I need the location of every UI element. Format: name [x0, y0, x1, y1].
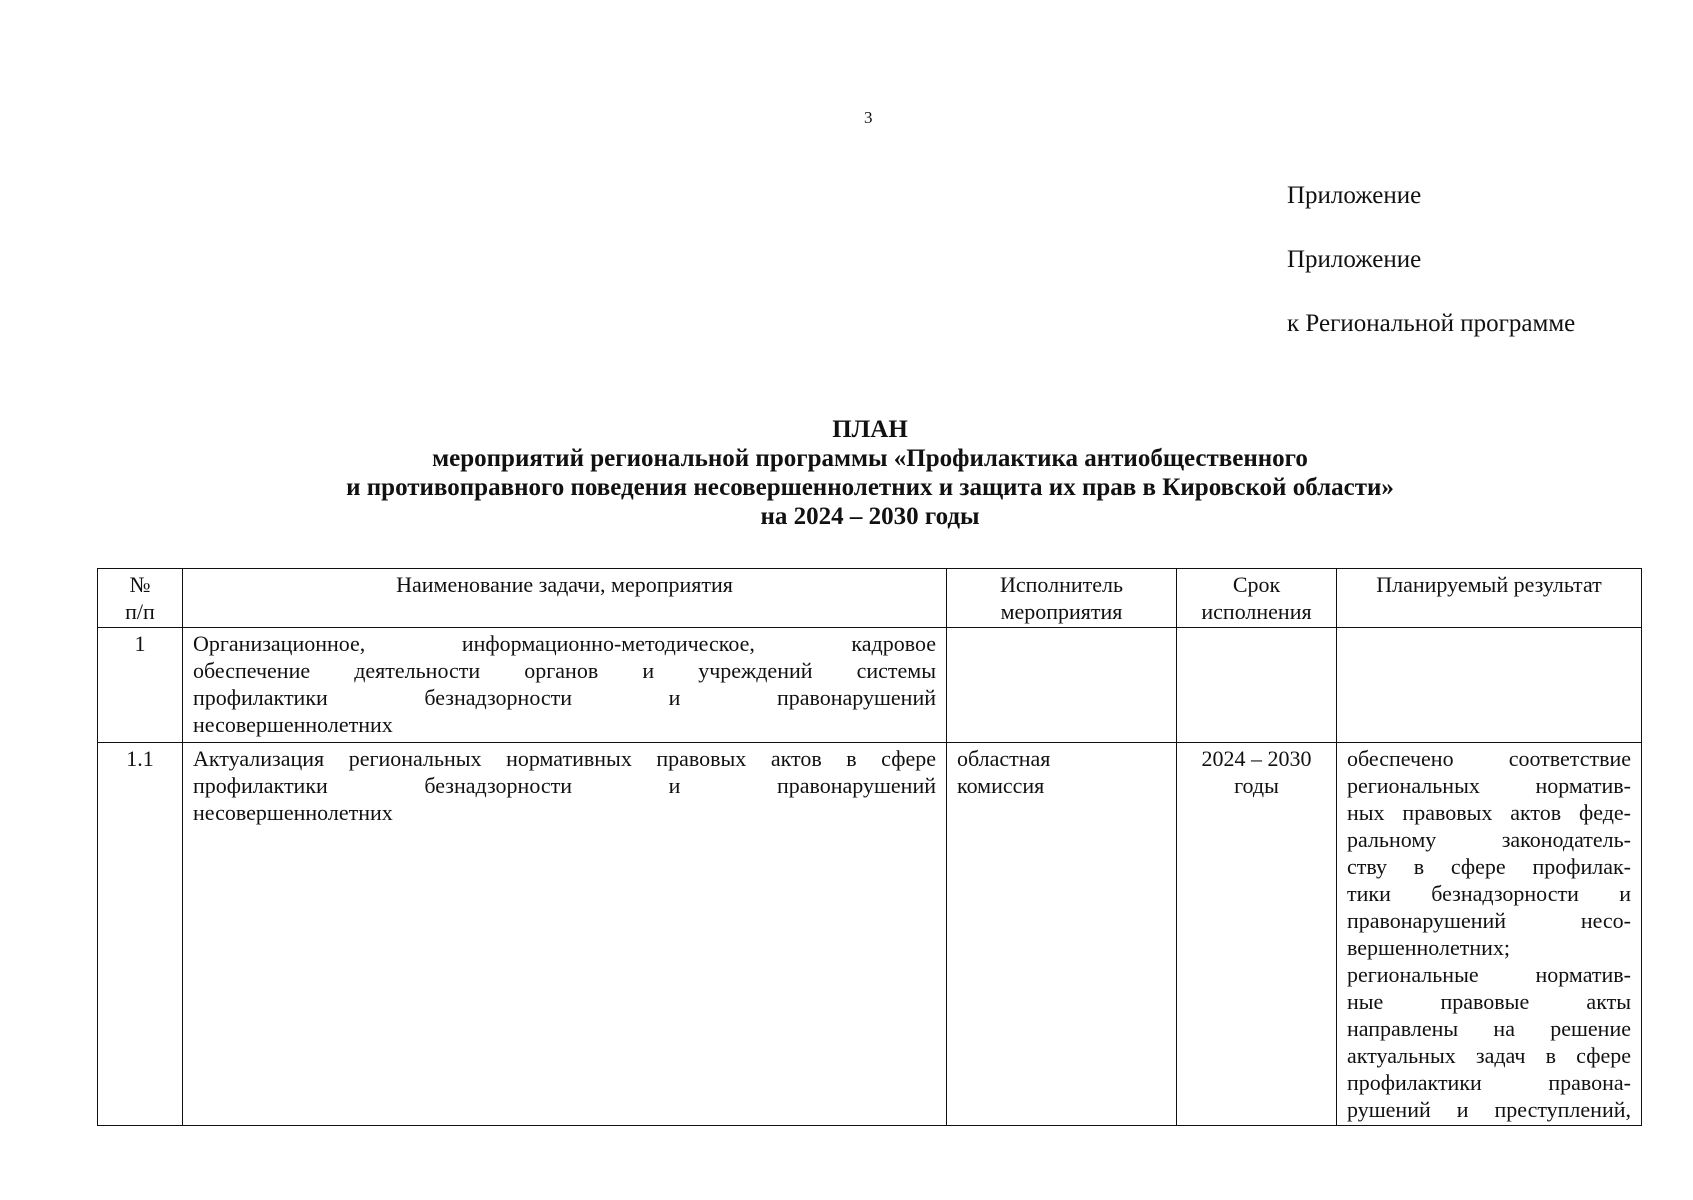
task-line: профилактики безнадзорности и правонарушений: [193, 685, 936, 710]
result-line: обеспечено соответствие: [1347, 746, 1631, 771]
table-row: [98, 743, 1642, 1126]
row-task: [183, 628, 947, 743]
row-executor: [947, 743, 1177, 1126]
date-line1: 2024 – 2030: [1201, 746, 1312, 771]
table-header-row: [98, 569, 1642, 628]
result-line: направлены на решение: [1347, 1016, 1631, 1041]
header-executor: [947, 569, 1177, 628]
row-executor: [947, 628, 1177, 743]
appendix-reference: к Региональной программе: [1287, 310, 1576, 337]
executor-line1: областная: [957, 746, 1051, 771]
appendix-label-repeat: Приложение: [1287, 246, 1422, 273]
result-line: региональных норматив-: [1347, 773, 1631, 798]
result-line: профилактики правона-: [1347, 1070, 1631, 1095]
task-line: профилактики безнадзорности и правонарушений: [193, 773, 936, 798]
row-number: 1.1: [98, 743, 183, 1126]
task-line: обеспечение деятельности органов и учреждений системы: [193, 658, 936, 683]
header-number-line1: №: [129, 572, 151, 597]
result-line: рушений и преступлений,: [1347, 1097, 1631, 1122]
row-number: 1: [98, 628, 183, 743]
header-executor-line1: Исполнитель: [999, 572, 1124, 597]
header-number: [98, 569, 183, 628]
result-line: актуальных задач в сфере: [1347, 1043, 1631, 1068]
title-plan: ПЛАН: [832, 416, 908, 443]
result-line: правонарушений несо-: [1347, 908, 1631, 933]
result-line: ных правовых актов феде-: [1347, 800, 1631, 825]
row-task: [183, 743, 947, 1126]
page-number: 3: [864, 108, 873, 127]
header-number-line2: п/п: [125, 599, 155, 624]
result-line: ству в сфере профилак-: [1347, 854, 1631, 879]
document-title: [0, 415, 1693, 531]
header-task: Наименование задачи, мероприятия: [183, 569, 947, 628]
plan-table: [97, 568, 1642, 1126]
row-date: [1177, 628, 1337, 743]
row-result: [1337, 743, 1642, 1126]
result-line: вершеннолетних;: [1347, 935, 1511, 960]
result-line: ральному законодатель-: [1347, 827, 1631, 852]
title-line-2: мероприятий региональной программы «Профилактика антиобщественного: [432, 445, 1308, 472]
result-line: региональные норматив-: [1347, 962, 1631, 987]
header-date-line2: исполнения: [1201, 599, 1312, 624]
task-line: Актуализация региональных нормативных правовых актов в сфере: [193, 746, 936, 771]
header-executor-line2: мероприятия: [1000, 599, 1123, 624]
task-line: Организационное, информационно-методическое, кадровое: [193, 631, 936, 656]
appendix-label: Приложение: [1287, 182, 1422, 209]
title-line-4: на 2024 – 2030 годы: [760, 503, 980, 530]
title-line-3: и противоправного поведения несовершеннолетних и защита их прав в Кировской области»: [346, 474, 1394, 501]
executor-line2: комиссия: [957, 773, 1045, 798]
task-line: несовершеннолетних: [193, 712, 393, 737]
result-line: ные правовые акты: [1347, 989, 1631, 1014]
result-line: тики безнадзорности и: [1347, 881, 1631, 906]
task-line: несовершеннолетних: [193, 800, 393, 825]
row-date: [1177, 743, 1337, 1126]
header-date-line1: Срок: [1232, 572, 1281, 597]
header-result: Планируемый результат: [1337, 569, 1642, 628]
date-line2: годы: [1234, 773, 1279, 798]
row-result: [1337, 628, 1642, 743]
table-row: [98, 628, 1642, 743]
header-date: [1177, 569, 1337, 628]
